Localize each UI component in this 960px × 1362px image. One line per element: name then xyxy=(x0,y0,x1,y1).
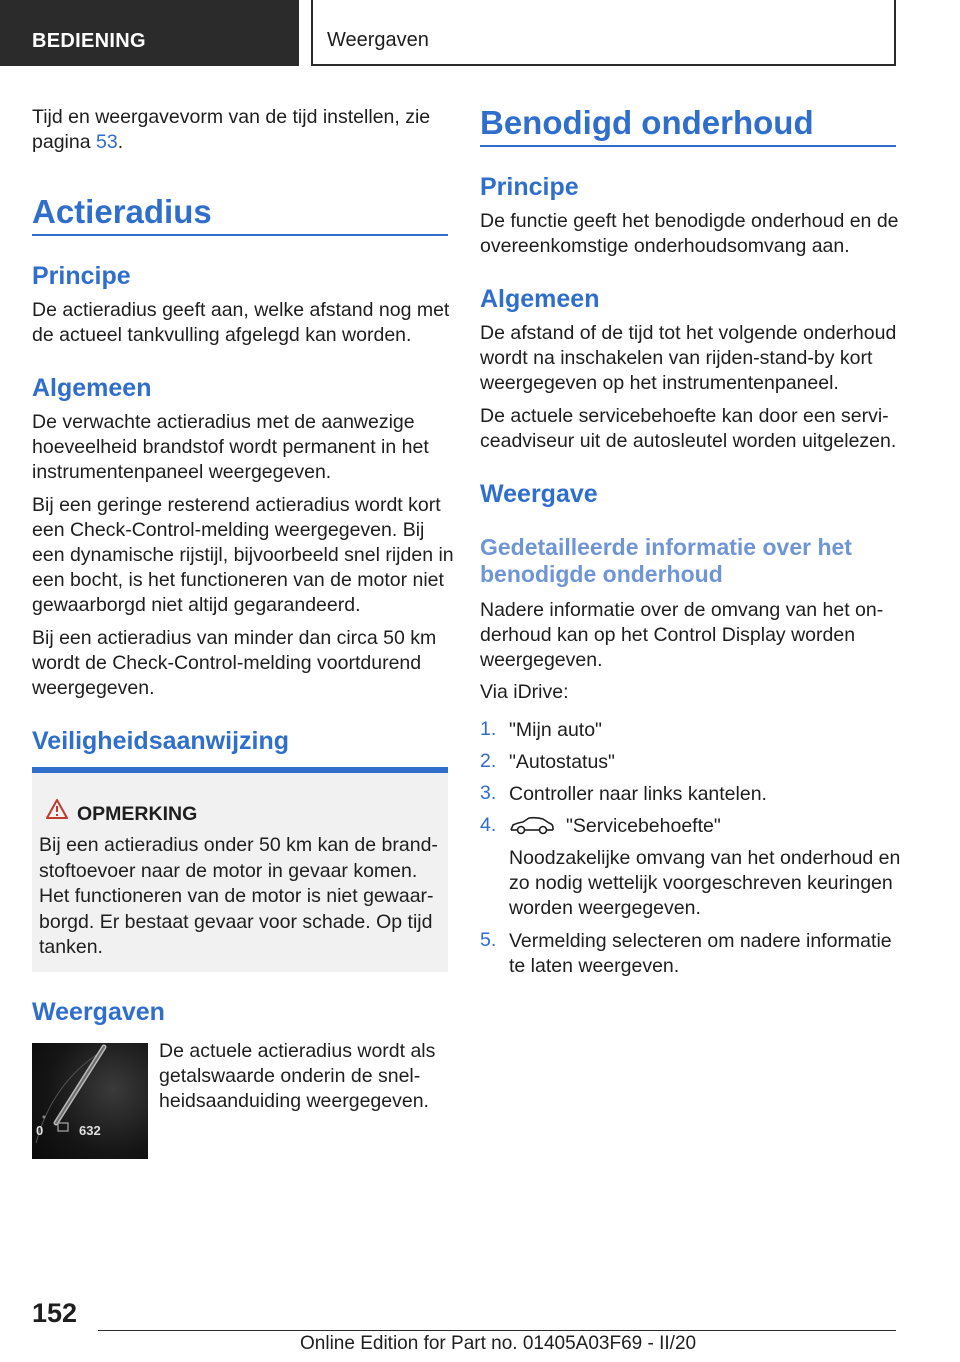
warning-title: OPMERKING xyxy=(77,803,198,825)
warning-text xyxy=(39,833,439,961)
header-chapter-tab xyxy=(311,0,896,66)
header-section-tab xyxy=(0,0,299,66)
step-4-detail-line: worden weergegeven. xyxy=(509,897,701,919)
heading-weergaven: Weergaven xyxy=(32,998,165,1026)
algemeen-left-p1-line: De verwachte actieradius met de aanwezige xyxy=(32,411,415,433)
principe-right-line: De functie geeft het benodigde onderhoud en de xyxy=(480,210,899,232)
heading-principe-right: Principe xyxy=(480,173,579,201)
weergave-p1-line: derhoud kan op het Control Display worden xyxy=(480,624,856,646)
section-title-benodigd-onderhoud: Benodigd onderhoud xyxy=(480,104,814,141)
step-number: 3. xyxy=(480,782,497,804)
warning-line: Bij een actieradius onder 50 km kan de brand- xyxy=(39,834,438,856)
via-idrive-label: Via iDrive: xyxy=(480,681,569,703)
instrument-cluster-image xyxy=(32,1043,148,1159)
algemeen-left-p3-line: weergegeven. xyxy=(32,677,155,699)
intro-line-2-text: pagina xyxy=(32,131,96,153)
algemeen-right-p2-line: ceadviseur uit de autosleutel worden uitgelezen. xyxy=(480,430,897,452)
warning-box xyxy=(32,767,448,972)
algemeen-left-p3-line: wordt de Check-Control-melding voortdurend xyxy=(32,652,422,674)
algemeen-left-p2-line: een bocht, is het functioneren van de motor niet xyxy=(32,569,444,591)
intro-line-2 xyxy=(32,130,123,156)
step-4-detail-line: Noodzakelijke omvang van het onderhoud en xyxy=(509,847,901,869)
weergaven-line: heidsaanduiding weergegeven. xyxy=(159,1090,429,1112)
weergaven-line: De actuele actieradius wordt als xyxy=(159,1040,436,1062)
heading-algemeen-right: Algemeen xyxy=(480,285,600,313)
step-text: "Autostatus" xyxy=(509,751,615,773)
title-rule xyxy=(32,234,448,236)
weergave-p1-line: Nadere informatie over de omvang van het on- xyxy=(480,599,884,621)
section-title-actieradius: Actieradius xyxy=(32,193,212,230)
header-chapter-label: Weergaven xyxy=(327,29,429,51)
algemeen-left-p2-line: een dynamische rijstijl, bijvoorbeeld snel rijden in xyxy=(32,544,454,566)
step-5-detail-line: te laten weergeven. xyxy=(509,955,680,977)
edition-label: Online Edition for Part no. 01405A03F69 - II/20 xyxy=(300,1333,697,1354)
speedometer-needle-graphic xyxy=(32,1043,148,1159)
warning-triangle-icon xyxy=(46,799,68,819)
algemeen-right-p1-line: weergegeven op het instrumentenpaneel. xyxy=(480,372,839,394)
car-service-icon xyxy=(509,815,555,837)
warning-line: stoftoevoer naar de motor in gevaar komen. xyxy=(39,859,418,882)
step-number: 1. xyxy=(480,718,497,740)
page-number: 152 xyxy=(32,1298,78,1328)
principe-left-line-2: de actueel tankvulling afgelegd kan worden. xyxy=(32,324,412,346)
algemeen-left-p2-line: een Check-Control-melding weergegeven. Bij xyxy=(32,519,425,541)
heading-algemeen-left: Algemeen xyxy=(32,374,152,402)
gauge-zero-label: 0 xyxy=(36,1123,44,1138)
step-4-detail-line: zo nodig wettelijk voorgeschreven keuringen xyxy=(509,872,893,894)
footer-rule xyxy=(98,1330,896,1331)
heading-weergave: Weergave xyxy=(480,480,598,508)
principe-left-line-1: De actieradius geeft aan, welke afstand nog met xyxy=(32,299,450,321)
step-text: "Mijn auto" xyxy=(509,719,602,741)
algemeen-right-p1-line: De afstand of de tijd tot het volgende onderhoud xyxy=(480,322,897,344)
step-text: Controller naar links kantelen. xyxy=(509,783,767,805)
page-reference-link[interactable]: 53 xyxy=(95,131,118,153)
step-number: 5. xyxy=(480,929,497,951)
algemeen-left-p1-line: instrumentenpaneel weergegeven. xyxy=(32,461,332,483)
step-number: 4. xyxy=(480,814,497,836)
algemeen-left-p1-line: hoeveelheid brandstof wordt permanent in het xyxy=(32,436,429,458)
algemeen-left-p2-line: Bij een geringe resterend actieradius wordt kort xyxy=(32,494,441,516)
intro-dot: . xyxy=(117,131,124,153)
weergave-p1-line: weergegeven. xyxy=(480,649,603,671)
intro-line-1: Tijd en weergavevorm van de tijd instellen, zie xyxy=(32,106,431,128)
algemeen-left-p2-line: gewaarborgd niet altijd gegarandeerd. xyxy=(32,594,361,616)
step-text: "Servicebehoefte" xyxy=(566,815,721,837)
title-rule xyxy=(480,145,896,147)
warning-line: Het functioneren van de motor is niet gewaar- xyxy=(39,885,434,907)
range-value-label: 632 xyxy=(79,1123,101,1138)
step-number: 2. xyxy=(480,750,497,772)
principe-right-line: overeenkomstige onderhoudsomvang aan. xyxy=(480,235,850,257)
heading-veiligheidsaanwijzing: Veiligheidsaanwijzing xyxy=(32,727,290,755)
weergaven-line: getalswaarde onderin de snel- xyxy=(159,1065,421,1087)
algemeen-right-p2-line: De actuele servicebehoefte kan door een servi- xyxy=(480,405,889,427)
heading-principe-left: Principe xyxy=(32,262,131,290)
subheading-line: Gedetailleerde informatie over het xyxy=(480,534,852,560)
subheading-line: benodigde onderhoud xyxy=(480,561,723,587)
warning-line: borgd. Er bestaat gevaar voor schade. Op tijd xyxy=(39,910,433,933)
step-text: Vermelding selecteren om nadere informatie xyxy=(509,930,892,952)
header-section-label: BEDIENING xyxy=(32,30,146,52)
algemeen-right-p1-line: wordt na inschakelen van rijden-stand-by kort xyxy=(480,347,873,369)
warning-line: tanken. xyxy=(39,936,103,958)
algemeen-left-p3-line: Bij een actieradius van minder dan circa 50 km xyxy=(32,627,437,649)
